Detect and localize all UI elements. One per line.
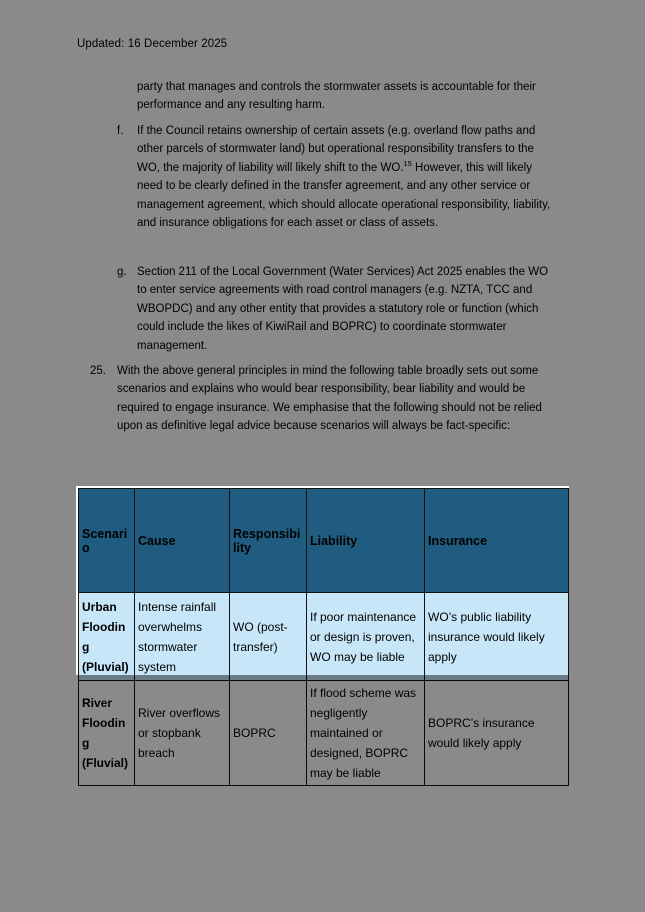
list-item-f-text-before: If the Council retains ownership of certain assets (e.g. overland flow paths and other parcels of stormwater land) but operational responsibility transfers to the WO, the majority of liability will likely shift to the WO. <box>137 125 536 174</box>
list-item-g-text: Section 211 of the Local Government (Water Services) Act 2025 enables the WO to enter service agreements with road control managers (e.g. NZTA, TCC and WBOPDC) and any other entity that provides a statutory role or function (which could include the likes of KiwiRail and BOPRC) to coordinate stormwater management. <box>137 266 549 352</box>
column-header-scenario: Scenario <box>79 489 135 593</box>
cell-responsibility: WO (post-transfer) <box>230 593 307 681</box>
updated-date-label: Updated: 16 December 2025 <box>77 38 228 50</box>
cell-scenario: River Flooding (Fluvial) <box>79 681 135 786</box>
list-item-f-text-after: However, this will likely need to be clearly defined in the transfer agreement, and any other service or management agreement, which should allocate operational responsibility, liability, and insurance obligations for each asset or class of assets. <box>137 161 551 230</box>
scenario-table <box>78 488 569 786</box>
list-marker-g: g. <box>117 266 127 278</box>
footnote-reference: 15 <box>403 158 412 168</box>
list-marker-f: f. <box>117 125 124 137</box>
list-marker-25: 25. <box>90 365 106 377</box>
cell-liability: If flood scheme was negligently maintained or designed, BOPRC may be liable <box>307 681 425 786</box>
cell-responsibility: BOPRC <box>230 681 307 786</box>
column-header-responsibility: Responsibility <box>230 489 307 593</box>
cell-scenario: Urban Flooding (Pluvial) <box>79 593 135 681</box>
intro-paragraph: party that manages and controls the stormwater assets is accountable for their performance and any resulting harm. <box>137 81 536 112</box>
column-header-liability: Liability <box>307 489 425 593</box>
table-row-river-flooding <box>79 681 569 786</box>
list-item-25 <box>90 362 563 436</box>
cell-liability: If poor maintenance or design is proven, WO may be liable <box>307 593 425 681</box>
list-item-25-text: With the above general principles in mind the following table broadly sets out some scenarios and explains who would bear responsibility, bear liability and would be required to engage insurance. We emphasise that the following should not be relied upon as definitive legal advice because scenarios will always be fact-specific: <box>117 365 542 433</box>
list-item-f <box>117 122 555 232</box>
cell-cause: River overflows or stopbank breach <box>135 681 230 786</box>
column-header-cause: Cause <box>135 489 230 593</box>
table-row-urban-flooding <box>79 593 569 681</box>
cell-insurance: BOPRC’s insurance would likely apply <box>425 681 569 786</box>
list-item-f-text <box>137 122 555 232</box>
list-item-g <box>117 263 555 355</box>
column-header-insurance: Insurance <box>425 489 569 593</box>
table-header-row <box>79 489 569 593</box>
cell-cause: Intense rainfall overwhelms stormwater system <box>135 593 230 681</box>
cell-insurance: WO’s public liability insurance would likely apply <box>425 593 569 681</box>
